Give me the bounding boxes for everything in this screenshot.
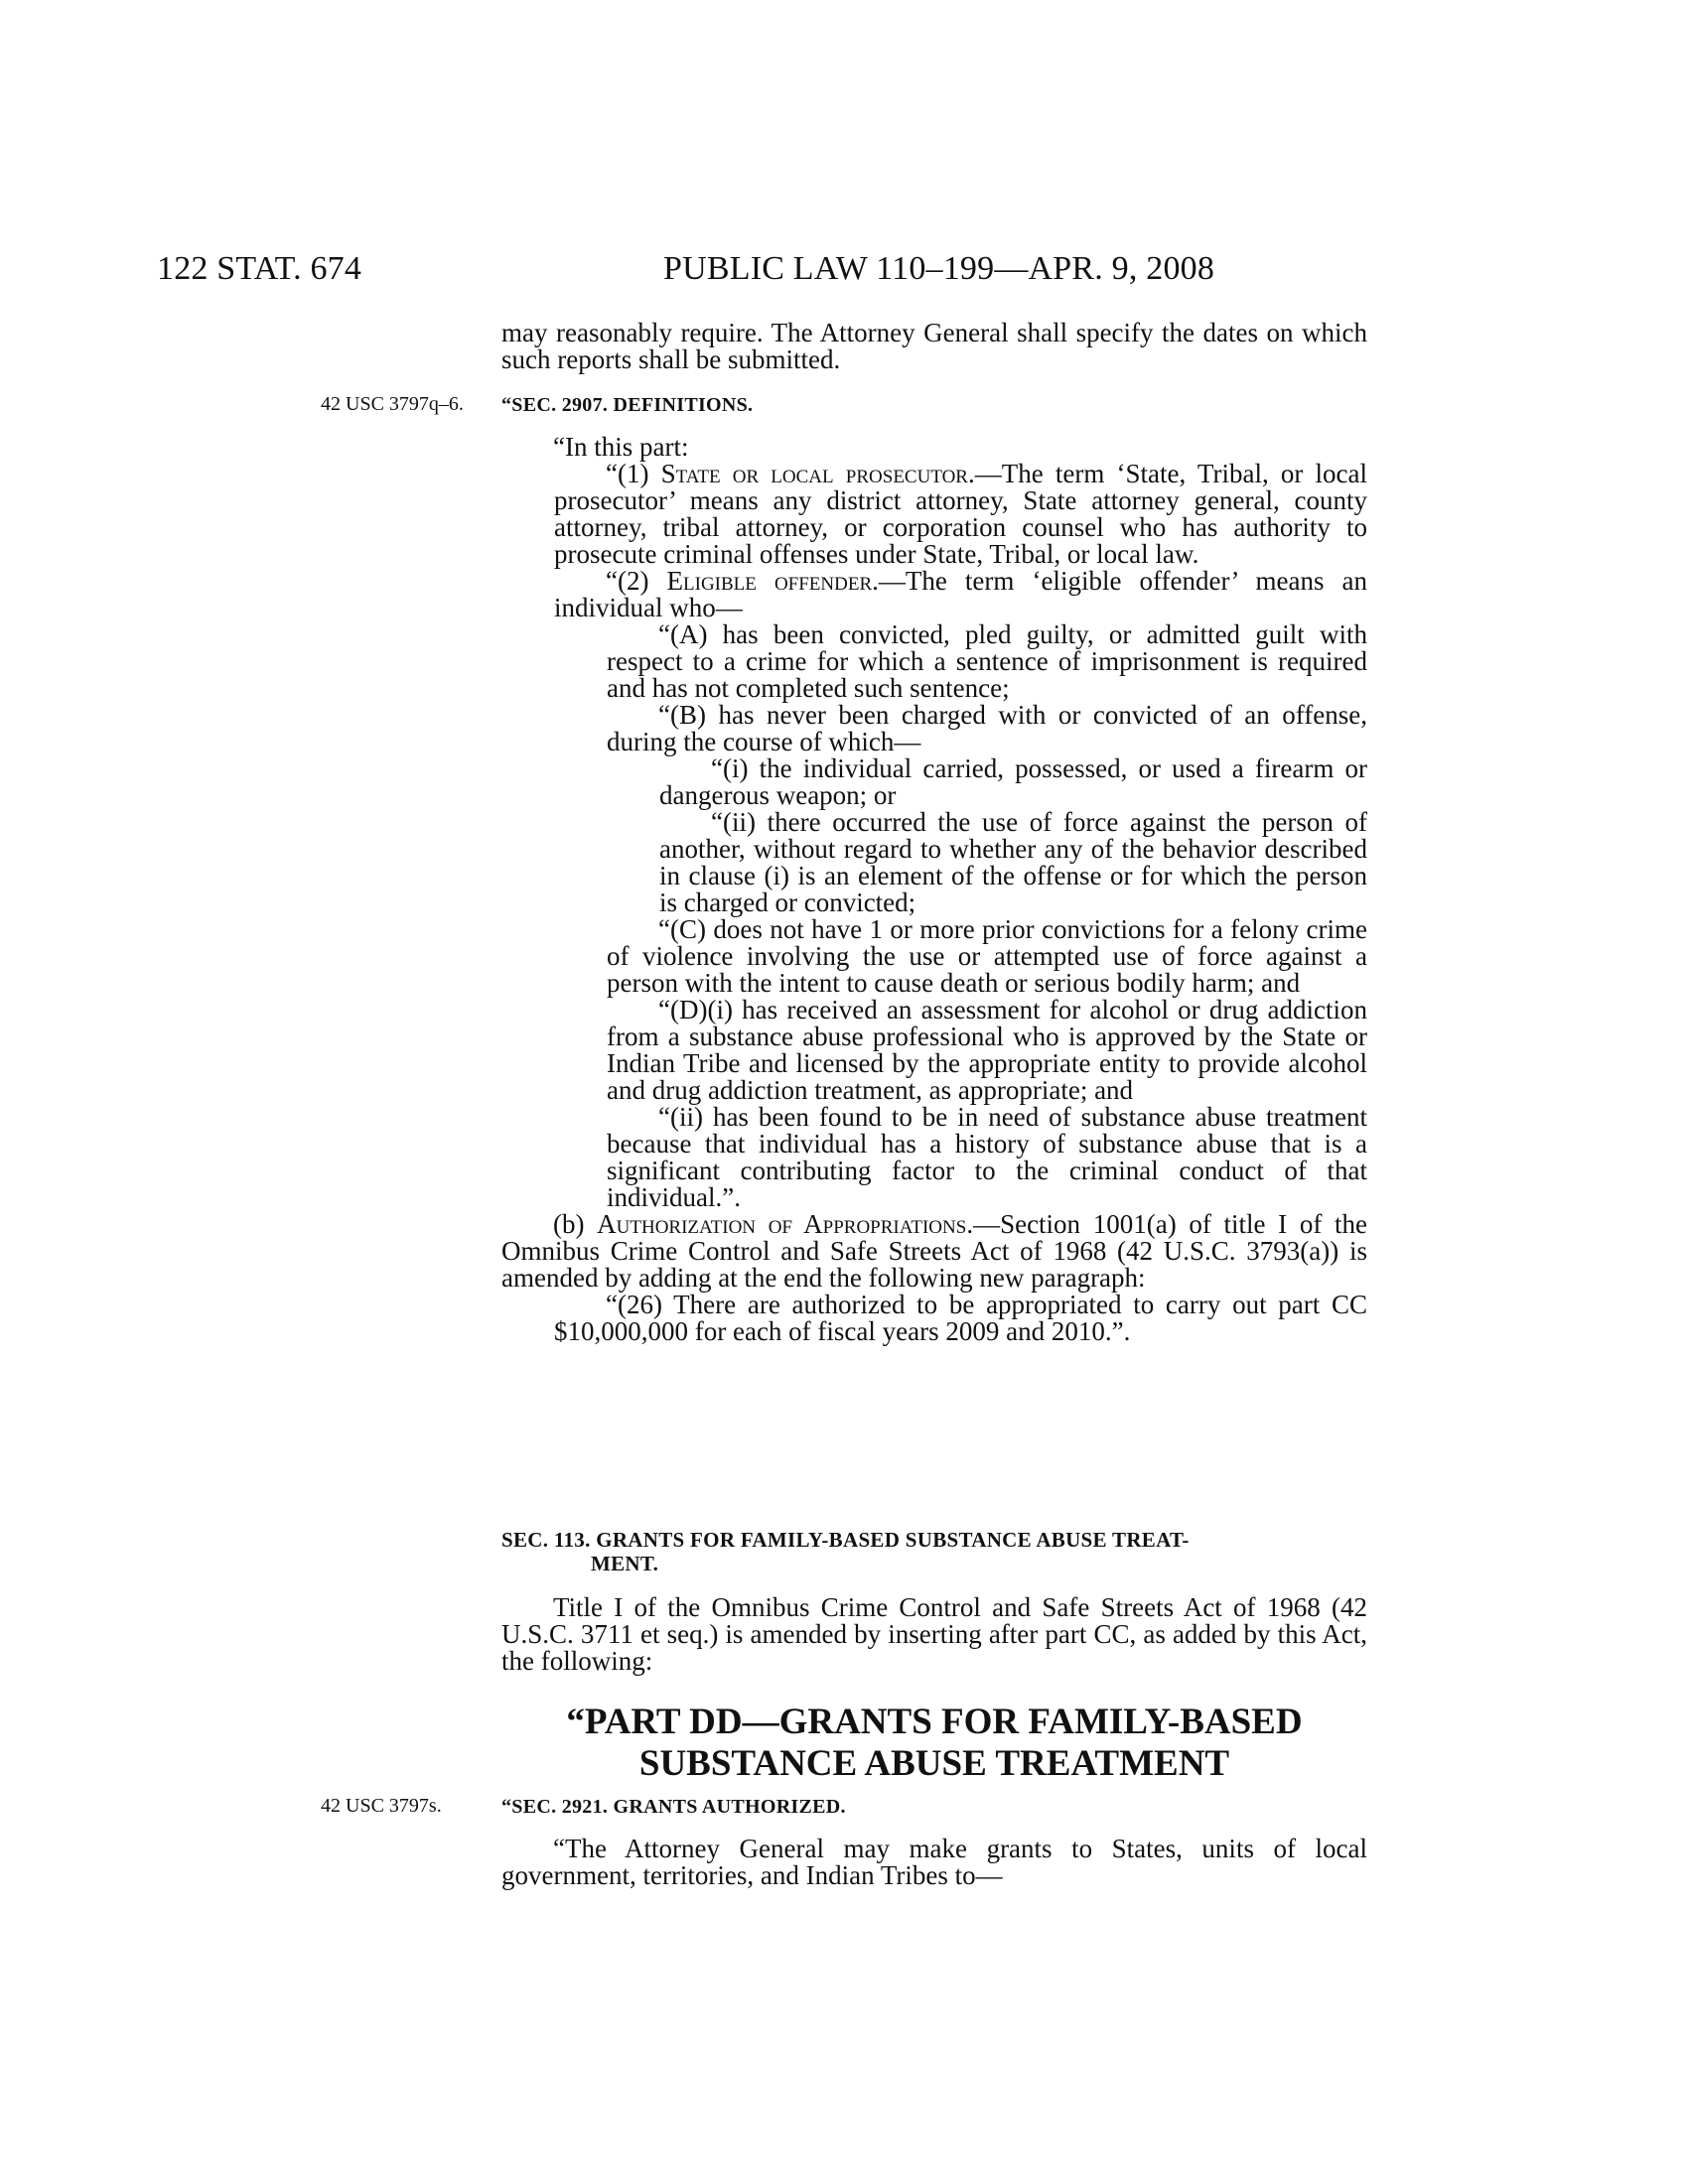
sec-2921-block xyxy=(501,1794,1367,1821)
statute-page-number: 122 STAT. 674 xyxy=(157,250,362,287)
subsection-b-term: Authorization of Appropriations xyxy=(597,1209,967,1239)
margin-citation-2: 42 USC 3797s. xyxy=(321,1795,442,1817)
definition-2-B: “(B) has never been charged with or convicted of an offense, during the course of which— xyxy=(607,700,1367,756)
sec-2921-heading: “SEC. 2921. GRANTS AUTHORIZED. xyxy=(501,1796,846,1818)
definition-2-B-i: “(i) the individual carried, possessed, or used a firearm or dangerous weapon; or xyxy=(659,753,1367,810)
title-i-paragraph: Title I of the Omnibus Crime Control and Safe Streets Act of 1968 (42 U.S.C. 3711 et seq.) is amended by inserting after part CC, as added by this Act, the following: xyxy=(501,1592,1367,1676)
running-header-title: PUBLIC LAW 110–199—APR. 9, 2008 xyxy=(663,250,1215,287)
definition-2-D-i: “(D)(i) has received an assessment for alcohol or drug addiction from a substance abuse professional who is approved by the State or Indian Tribe and licensed by the appropriate entity to provide alcohol and drug addiction treatment, as appropriate; and xyxy=(607,995,1367,1105)
definition-2-term: Eligible offender xyxy=(666,566,873,596)
part-dd-title: “PART DD—GRANTS FOR FAMILY-BASED SUBSTANCE ABUSE TREATMENT xyxy=(566,1702,1303,1784)
definition-1: “(1) State or local prosecutor.—The term ‘State, Tribal, or local prosecutor’ means any district attorney, State attorney general, county attorney, tribal attorney, or corporation counsel who has authority to prosecute criminal offenses under State, Tribal, or local law. xyxy=(554,459,1367,569)
continuation-paragraph: may reasonably require. The Attorney General shall specify the dates on which such reports shall be submitted. xyxy=(501,318,1367,374)
grants-paragraph: “The Attorney General may make grants to States, units of local government, territories, and Indian Tribes to— xyxy=(501,1834,1367,1890)
margin-citation-1: 42 USC 3797q–6. xyxy=(321,393,464,415)
definition-2-D-ii: “(ii) has been found to be in need of substance abuse treatment because that individual has a history of substance abuse that is a significant contributing factor to the criminal conduct of that individual.”. xyxy=(607,1102,1367,1212)
definition-2-C: “(C) does not have 1 or more prior convictions for a felony crime of violence involving the use or attempted use of force against a person with the intent to cause death or serious bodily harm; and xyxy=(607,914,1367,998)
title-i-block xyxy=(501,1594,1367,1675)
sec-113-heading: SEC. 113. GRANTS FOR FAMILY-BASED SUBSTANCE ABUSE TREAT- MENT. xyxy=(501,1528,1190,1575)
sec-2907-heading: “SEC. 2907. DEFINITIONS. xyxy=(501,394,754,416)
definition-2-A: “(A) has been convicted, pled guilty, or admitted guilt with respect to a crime for which a sentence of imprisonment is required and has not completed such sentence; xyxy=(607,619,1367,703)
paragraph-26: “(26) There are authorized to be appropriated to carry out part CC $10,000,000 for each of fiscal years 2009 and 2010.”. xyxy=(554,1290,1367,1346)
definitions-block xyxy=(501,434,1367,1345)
definition-2: “(2) Eligible offender.—The term ‘eligible offender’ means an individual who— xyxy=(554,566,1368,622)
definition-1-term: State or local prosecutor xyxy=(660,459,968,488)
sec-2907-block xyxy=(501,392,1367,419)
grants-block xyxy=(501,1836,1367,1889)
subsection-b: (b) Authorization of Appropriations.—Section 1001(a) of title I of the Omnibus Crime Control and Safe Streets Act of 1968 (42 U.S.C. 3793(a)) is amended by adding at the end the following new paragraph: xyxy=(501,1209,1367,1293)
text-block-top xyxy=(501,320,1367,373)
in-this-part: “In this part: xyxy=(553,432,689,462)
definition-2-B-ii: “(ii) there occurred the use of force against the person of another, without regard to whether any of the behavior described in clause (i) is an element of the offense or for which the person is charged or convicted; xyxy=(659,807,1367,917)
